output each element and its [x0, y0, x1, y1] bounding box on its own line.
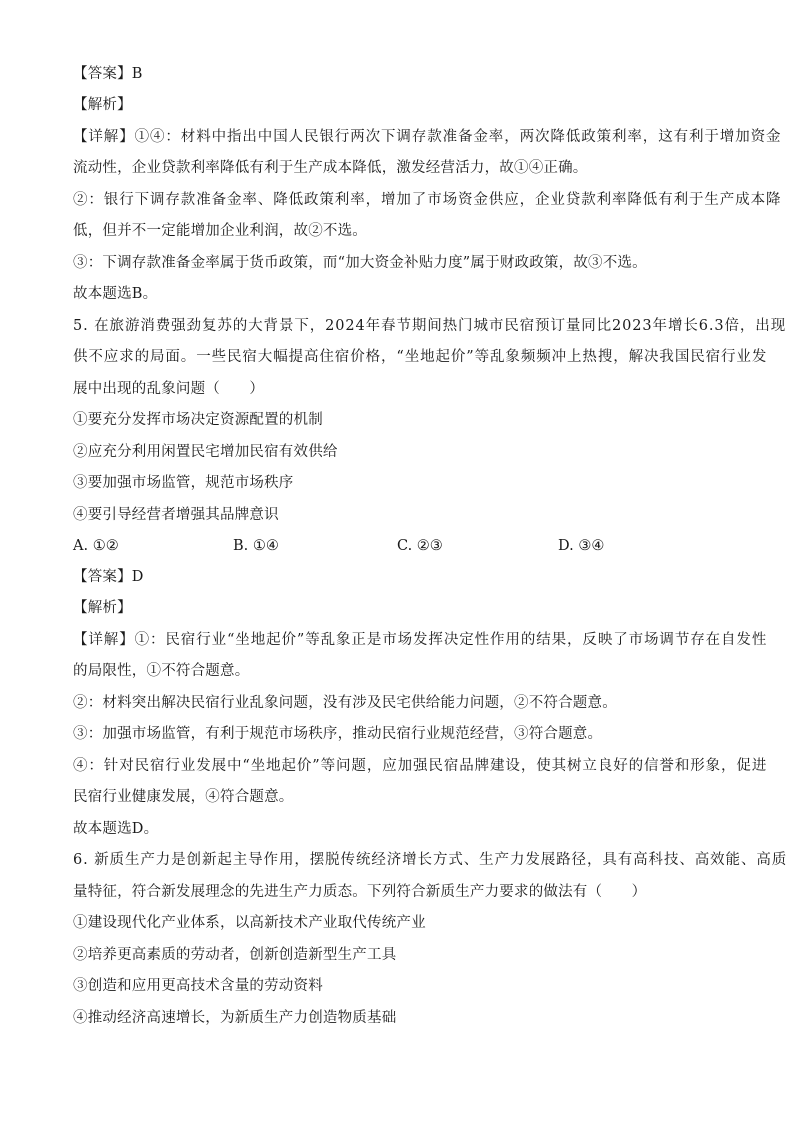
explanation-line: ④：针对民宿行业发展中“坐地起价”等问题，应加强民宿品牌建设，使其树立良好的信誉和形象，促进: [73, 758, 768, 774]
question-5-stem: 5. 在旅游消费强劲复苏的大背景下，2024年春节期间热门城市民宿预订量同比2023年增长6.3倍，出现: [73, 318, 787, 334]
statement-item: ①要充分发挥市场决定资源配置的机制: [73, 412, 323, 428]
question-5-stem: 供不应求的局面。一些民宿大幅提高住宿价格，“坐地起价”等乱象频频冲上热搜，解决我国民宿行业发: [73, 349, 768, 365]
option-d: D. ③④: [558, 538, 605, 554]
question-5-stem: 展中出现的乱象问题（ ）: [73, 381, 265, 397]
explanation-line: 民宿行业健康发展，④符合题意。: [73, 789, 294, 805]
statement-item: ④推动经济高速增长，为新质生产力创造物质基础: [73, 1010, 397, 1026]
explanation-line: 流动性，企业贷款利率降低有利于生产成本降低，激发经营活力，故①④正确。: [73, 160, 588, 176]
explanation-line: 【详解】①：民宿行业“坐地起价”等乱象正是市场发挥决定性作用的结果，反映了市场调节存在自发性: [73, 632, 768, 648]
statement-item: ③要加强市场监管，规范市场秩序: [73, 475, 294, 491]
analysis-label-q4: 【解析】: [73, 97, 132, 113]
statement-item: ①建设现代化产业体系，以高新技术产业取代传统产业: [73, 915, 426, 931]
explanation-line: ③：下调存款准备金率属于货币政策，而“加大资金补贴力度”属于财政政策，故③不选。: [73, 255, 647, 271]
statement-item: ②培养更高素质的劳动者，创新创造新型生产工具: [73, 947, 397, 963]
answer-label-q5: 【答案】D: [73, 569, 144, 585]
option-c: C. ②③: [397, 538, 443, 554]
analysis-label-q5: 【解析】: [73, 600, 132, 616]
explanation-line: 低，但并不一定能增加企业利润，故②不选。: [73, 223, 367, 239]
explanation-line: 【详解】①④：材料中指出中国人民银行两次下调存款准备金率，两次降低政策利率，这有利于增加资金: [73, 129, 782, 145]
conclusion-line: 故本题选D。: [73, 821, 159, 837]
statement-item: ③创造和应用更高技术含量的劳动资料: [73, 978, 323, 994]
explanation-line: 的局限性，①不符合题意。: [73, 663, 250, 679]
explanation-line: ③：加强市场监管，有利于规范市场秩序，推动民宿行业规范经营，③符合题意。: [73, 726, 603, 742]
explanation-line: ②：材料突出解决民宿行业乱象问题，没有涉及民宅供给能力问题，②不符合题意。: [73, 695, 617, 711]
answer-label-q4: 【答案】B: [73, 66, 143, 82]
option-b: B. ①④: [233, 538, 279, 554]
question-6-stem: 6. 新质生产力是创新起主导作用，摆脱传统经济增长方式、生产力发展路径，具有高科技、高效能、高质: [73, 852, 788, 868]
option-a: A. ①②: [73, 538, 119, 554]
conclusion-line: 故本题选B。: [73, 286, 158, 302]
statement-item: ④要引导经营者增强其品牌意识: [73, 507, 279, 523]
question-6-stem: 量特征，符合新发展理念的先进生产力质态。下列符合新质生产力要求的做法有（ ）: [73, 884, 647, 900]
explanation-line: ②：银行下调存款准备金率、降低政策利率，增加了市场资金供应，企业贷款利率降低有利于生产成本降: [73, 192, 782, 208]
statement-item: ②应充分利用闲置民宅增加民宿有效供给: [73, 444, 338, 460]
